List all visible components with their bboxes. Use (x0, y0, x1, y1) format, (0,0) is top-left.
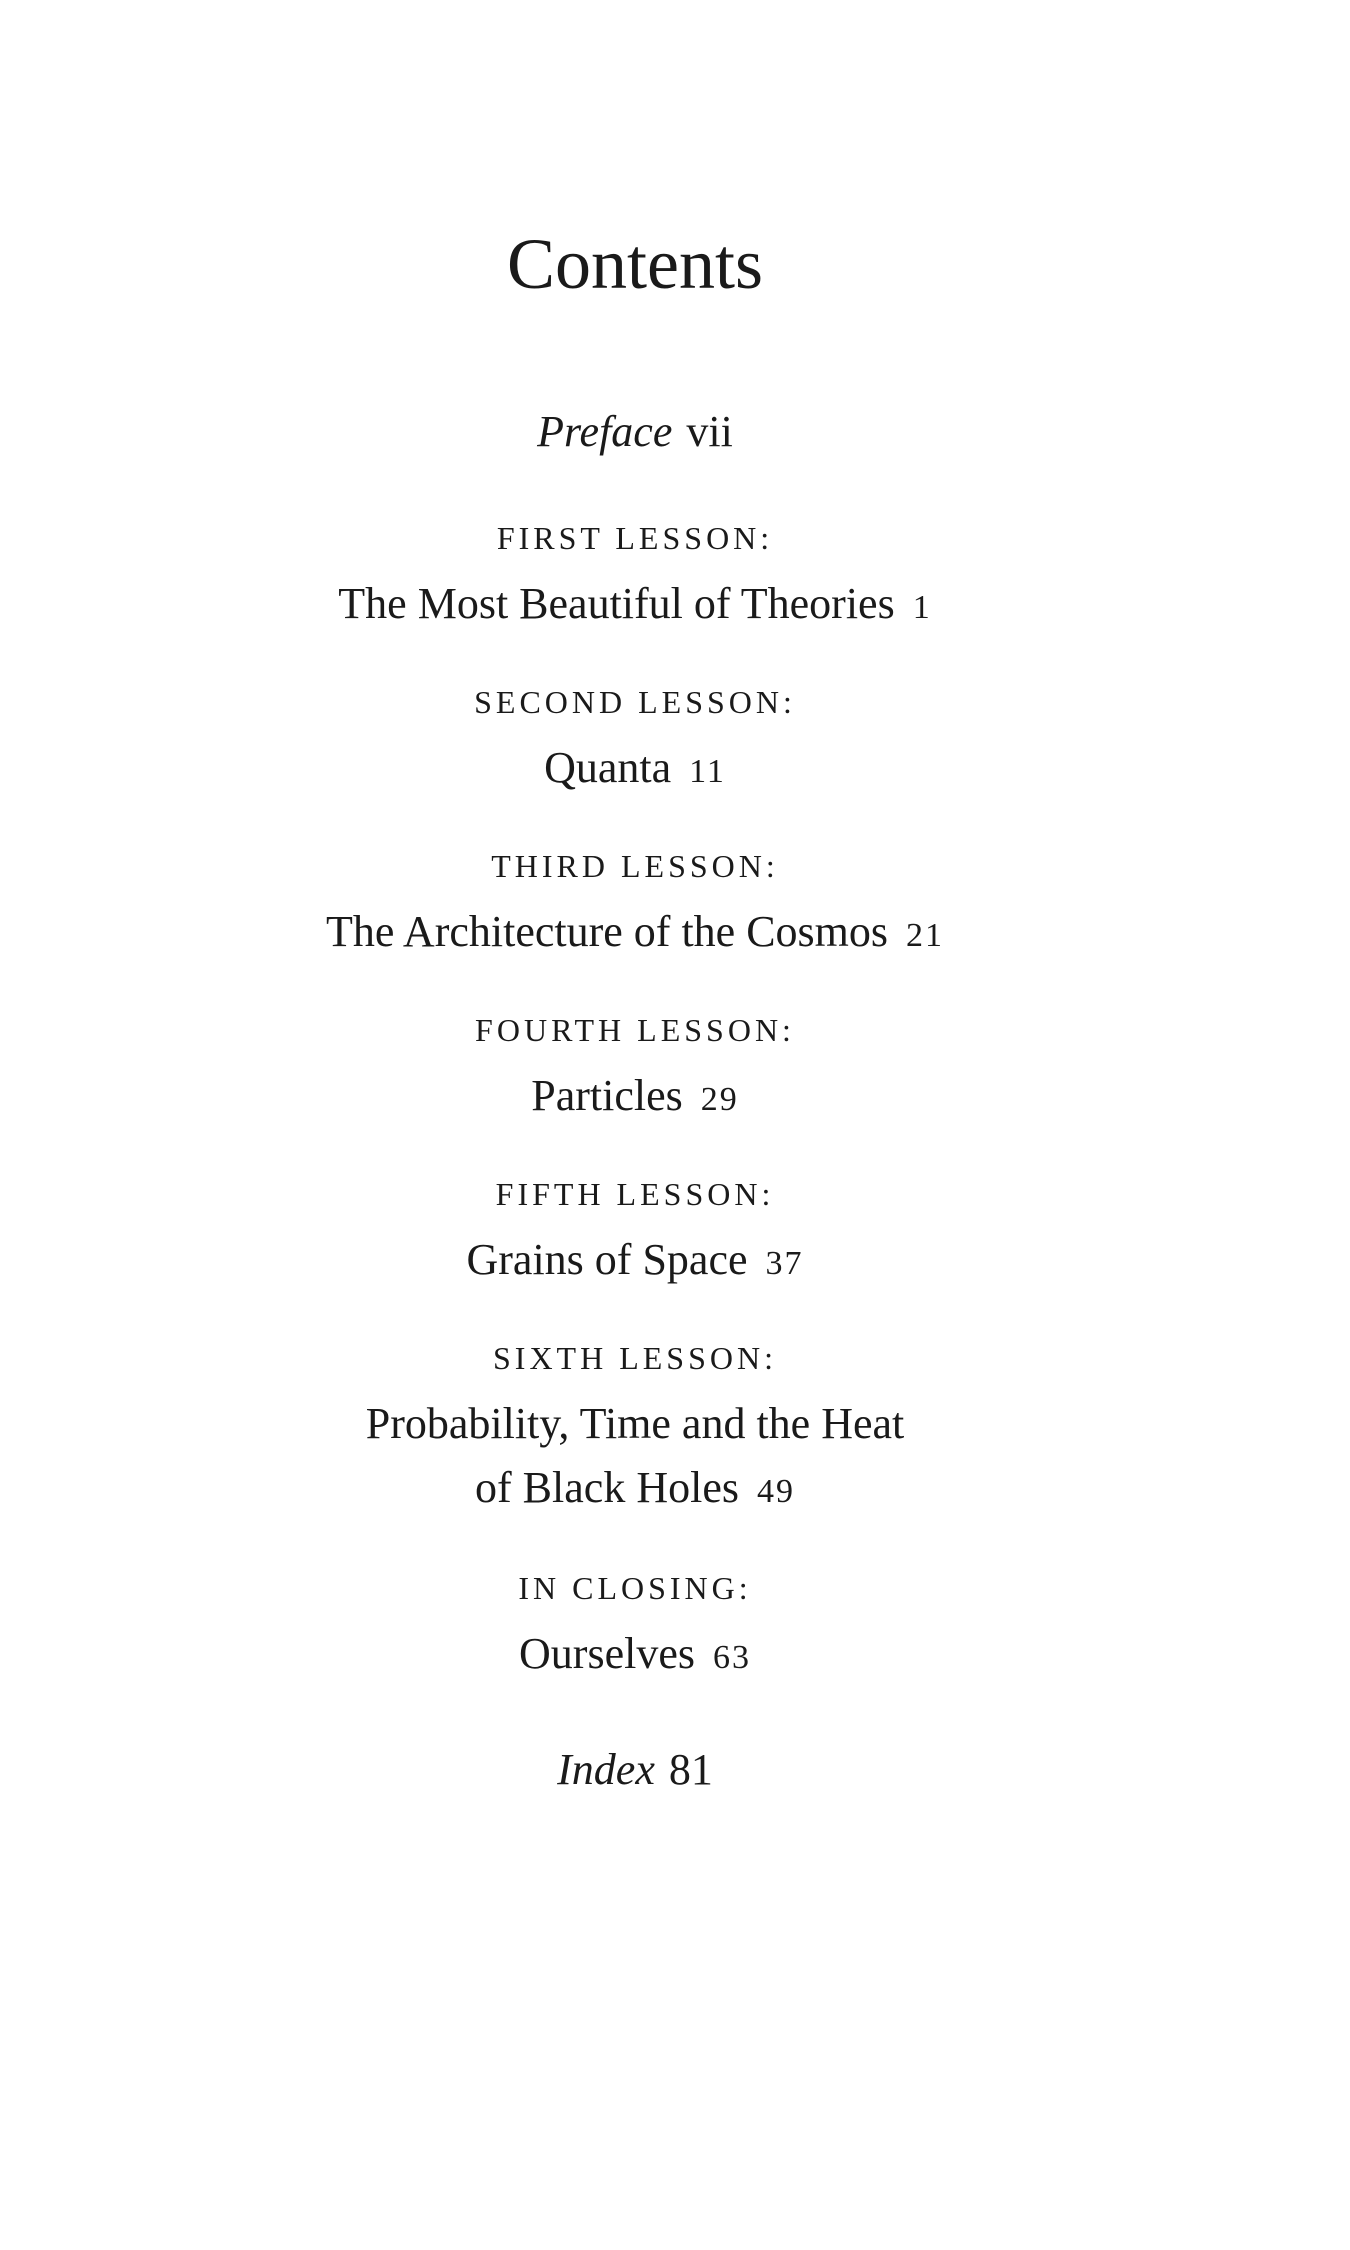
lesson-kicker: FIRST LESSON: (496, 520, 774, 556)
lesson-kicker: THIRD LESSON: (491, 848, 779, 884)
lesson-page-number: 29 (700, 1081, 739, 1118)
lesson-kicker: IN CLOSING: (518, 1570, 752, 1606)
lesson-kicker: FOURTH LESSON: (475, 1012, 795, 1048)
lesson-title (0, 1228, 1270, 1296)
lesson-title (0, 572, 1270, 640)
lesson-page-number: 21 (906, 917, 945, 954)
lesson-entry-1 (0, 522, 1270, 640)
lesson-page-number: 63 (712, 1639, 751, 1676)
lesson-page-number: 37 (765, 1245, 804, 1282)
lesson-title-line-2: of Black Holes (475, 1463, 739, 1512)
preface-entry (0, 407, 1270, 456)
lesson-title-text: Ourselves (519, 1629, 695, 1678)
lesson-title (0, 736, 1270, 804)
page-title: Contents (506, 224, 763, 304)
preface-label: Preface (537, 407, 673, 456)
index-page-number: 81 (668, 1745, 713, 1794)
lesson-page-number: 49 (756, 1473, 795, 1510)
lesson-page-number: 1 (912, 589, 932, 626)
preface-page-number: vii (686, 407, 733, 456)
lesson-title-line-1: Probability, Time and the Heat (365, 1399, 905, 1448)
lesson-entry-6 (0, 1342, 1270, 1524)
lesson-title-text: Particles (531, 1071, 683, 1120)
lesson-page-number: 11 (689, 753, 726, 790)
lesson-title (0, 900, 1270, 968)
lesson-entry-5 (0, 1178, 1270, 1296)
lesson-title (0, 1064, 1270, 1132)
lesson-entry-3 (0, 850, 1270, 968)
lesson-title-text: Quanta (544, 743, 672, 792)
lesson-title-text: The Most Beautiful of Theories (338, 579, 895, 628)
lesson-entry-2 (0, 686, 1270, 804)
lesson-title (0, 1622, 1270, 1690)
index-entry (0, 1745, 1270, 1794)
lesson-entry-4 (0, 1014, 1270, 1132)
lesson-kicker: FIFTH LESSON: (495, 1176, 775, 1212)
closing-entry (0, 1572, 1270, 1690)
lesson-title (0, 1392, 1270, 1524)
lesson-kicker: SECOND LESSON: (474, 684, 796, 720)
lesson-kicker: SIXTH LESSON: (492, 1340, 777, 1376)
index-label: Index (557, 1745, 655, 1794)
lesson-title-text: The Architecture of the Cosmos (325, 907, 889, 956)
lesson-title-text: Grains of Space (466, 1235, 748, 1284)
